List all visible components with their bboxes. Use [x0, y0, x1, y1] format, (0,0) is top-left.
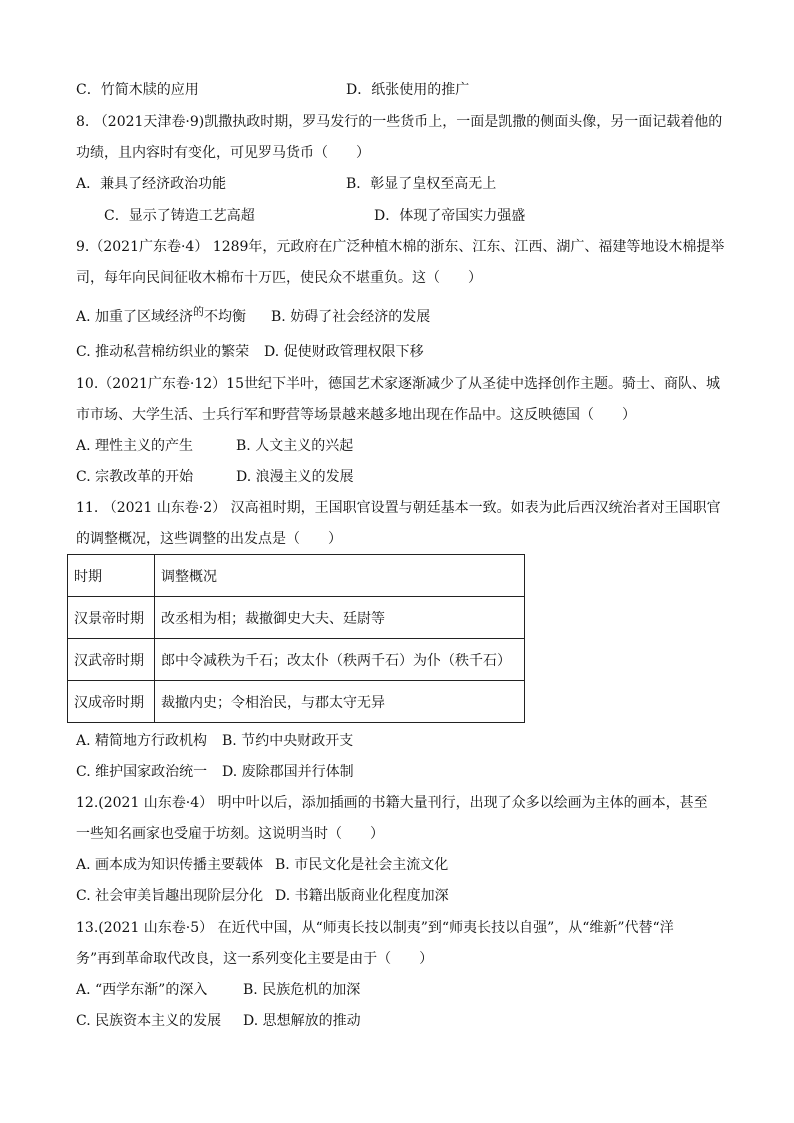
table-header-summary: 调整概况	[155, 555, 525, 597]
q11-stem-line1: 11. （2021 山东卷·2） 汉高祖时期，王国职官设置与朝廷基本一致。如表为此后西汉统治者对王国职官	[76, 500, 721, 516]
q12-stem-line1: 12.(2021 山东卷·4） 明中叶以后，添加插画的书籍大量刊行，出现了众多以绘画为主体的画本，甚至	[76, 795, 708, 811]
q9-option-b: B. 妨碍了社会经济的发展	[271, 309, 431, 325]
q13-stem-line1: 13.(2021 山东卷·5） 在近代中国，从“师夷长技以制夷”到“师夷长技以自强”，从“维新”代替“洋	[76, 920, 674, 936]
table-cell-period: 汉成帝时期	[68, 681, 155, 723]
q10-stem-line1: 10.（2021广东卷·12）15世纪下半叶，德国艺术家逐渐减少了从圣徒中选择创作主题。骑士、商队、城	[76, 376, 720, 392]
q7-option-d: D．纸张使用的推广	[346, 82, 470, 98]
table-cell-summary: 改丞相为相；裁撤御史大夫、廷尉等	[155, 597, 525, 639]
q9-stem-line1: 9.（2021广东卷·4） 1289年，元政府在广泛种植木棉的浙东、江东、江西、湖广、福建等地设木棉提举	[76, 239, 725, 255]
q10-option-c: C. 宗教改革的开始	[76, 469, 194, 485]
table-header-row	[68, 555, 525, 597]
q12-option-a: A. 画本成为知识传播主要载体	[76, 857, 264, 873]
table-cell-summary: 郎中令减秩为千石；改太仆（秩两千石）为仆（秩千石）	[155, 639, 525, 681]
table-cell-summary: 裁撤内史；令相治民，与郡太守无异	[155, 681, 525, 723]
q11-option-c: C. 维护国家政治统一	[76, 764, 208, 780]
q13-stem-line2: 务”再到革命取代改良，这一系列变化主要是由于（ ）	[76, 951, 434, 967]
q10-stem-line2: 市市场、大学生活、士兵行军和野营等场景越来越多地出现在作品中。这反映德国（ ）	[76, 407, 636, 423]
q7-option-c: C．竹简木牍的应用	[76, 82, 199, 98]
q10-option-b: B. 人文主义的兴起	[236, 438, 354, 454]
q9-stem-line2: 司，每年向民间征收木棉布十万匹，使民众不堪重负。这（ ）	[76, 270, 482, 286]
q8-option-d: D．体现了帝国实力强盛	[374, 208, 526, 224]
table-row	[68, 639, 525, 681]
q13-option-b: B. 民族危机的加深	[243, 982, 361, 998]
q8-option-b: B．彰显了皇权至高无上	[346, 176, 497, 192]
table-cell-period: 汉景帝时期	[68, 597, 155, 639]
table-row	[68, 597, 525, 639]
table-row	[68, 681, 525, 723]
q13-option-d: D. 思想解放的推动	[243, 1013, 361, 1029]
q9-option-c: C. 推动私营棉纺织业的繁荣	[76, 344, 250, 360]
q11-stem-line2: 的调整概况，这些调整的出发点是（ ）	[76, 531, 342, 547]
q13-option-a: A. “西学东渐”的深入	[76, 982, 208, 998]
table-header-period: 时期	[68, 555, 155, 597]
q12-option-d: D. 书籍出版商业化程度加深	[275, 888, 449, 904]
q11-adjustment-table	[67, 554, 525, 723]
q10-option-d: D. 浪漫主义的发展	[236, 469, 354, 485]
q8-stem-line1: 8. （2021天津卷·9)凯撒执政时期，罗马发行的一些货币上，一面是凯撒的侧面头像，另一面记载着他的	[76, 114, 723, 130]
q8-option-a: A．兼具了经济政治功能	[76, 176, 227, 192]
q12-option-b: B. 市民文化是社会主流文化	[275, 857, 449, 873]
q10-option-a: A. 理性主义的产生	[76, 438, 194, 454]
table-cell-period: 汉武帝时期	[68, 639, 155, 681]
q9-option-a: A. 加重了区域经济$^的$不均衡	[76, 305, 247, 325]
q11-option-b: B. 节约中央财政开支	[222, 733, 354, 749]
q12-option-c: C. 社会审美旨趣出现阶层分化	[76, 888, 264, 904]
q8-option-c: C．显示了铸造工艺高超	[104, 208, 255, 224]
q11-option-d: D. 废除郡国并行体制	[222, 764, 354, 780]
q11-option-a: A. 精简地方行政机构	[76, 733, 208, 749]
q13-option-c: C. 民族资本主义的发展	[76, 1013, 222, 1029]
q8-stem-line2: 功绩，且内容时有变化，可见罗马货币（ ）	[76, 145, 370, 161]
q12-stem-line2: 一些知名画家也受雇于坊刻。这说明当时（ ）	[76, 826, 384, 842]
q9-option-d: D. 促使财政管理权限下移	[264, 344, 424, 360]
